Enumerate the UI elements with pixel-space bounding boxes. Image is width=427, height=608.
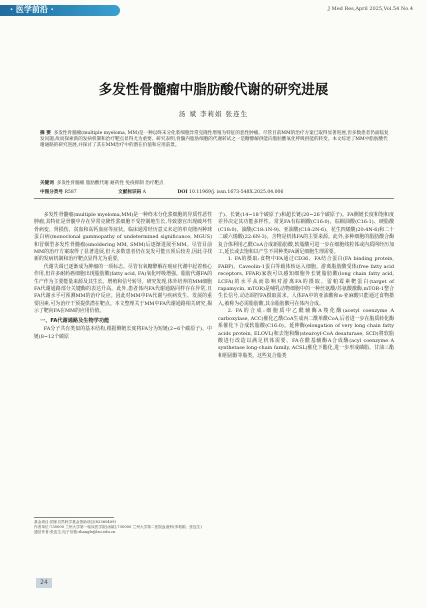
keywords: [40, 180, 392, 186]
paragraph: 多发性骨髓瘤(multiple myeloma,MM)是一种终末分化浆细胞的异质性恶性肿瘤,其特征是骨髓中存在异常克隆性浆细胞不受控制地生长,导致器官出现破坏性骨病变、肾损伤、贫血和高钙血症等症状。临床通常经历意义未定的单克隆丙种球蛋白病(monoclonal gammopathy of undetermined significance, MGUS)和冒烟型多发性骨髓瘤(smoldering MM, SMM)后逐渐进展至MM。尽管目前MM的治疗方案取得了显著进展,但大多数患者仍在复发可能且预后较差,因此寻找新的发病机制和治疗靶点显得尤为重要。: [34, 212, 212, 263]
paragraph: 2. FA的合成:细胞质中乙酰辅酶A羧化酶(acetyl coenzyme A carboxylase, ACC)催化乙酰CoA生成丙二酰单酰CoA,后者进一步在脂质转化酶系催化下合成软脂酸(C16:0)。延伸酶(elongation of very long chain fatty acids protein, ELOVL)和去饱和酶(stearoyl-CoA desaturase, SCD)将软脂酸进行改造以满足机体需要。FA在酰基辅酶A合成酶(acyl coenzyme A synthetase long-chain family, ACSL)催化下酯化,进一步形成磷脂、甘油三酯和胆固醇等脂类。这些复合脂类: [218, 308, 394, 359]
author-list: 汤 斌 李莉娟 张连生: [178, 110, 249, 118]
header-divider: [34, 198, 394, 199]
abstract: [40, 131, 392, 150]
footnote-line: 作者单位:730000 兰州大学第一临床医学院(汤斌);730000 兰州大学第二医院血液科(李莉娟、张连生): [34, 525, 202, 529]
paragraph: 1. FA的摄取:食物中FA通过CD36、FA结合蛋白(FA binding protein, FABP)、Caveolin-1蛋白等载体转运入细胞。游离脂肪酸受体(free fatty acid receptors, FFAR)家族可以感知细胞外长链脂肪酸(long chain fatty acid, LCFA)的水平从而影响对游离FA的摄取。雷帕霉素靶蛋白(target of rapamycin, mTOR)是哺乳动物细胞中的一种丝氨酸/苏氨酸激酶,mTOR-1整合生长信号,动态调控FA摄取需求。人体FA中的亚油酸和α-亚麻酸只能通过食物摄入,被称为必需脂肪酸,其余脂肪酸可在体内合成。: [218, 256, 394, 307]
abstract-text: 多发性骨髓瘤(multiple myeloma, MM)是一种以终末分化浆细胞异常克隆性增殖为特征的恶性肿瘤。尽管目前MM的治疗方案已取得显著进展,但多数患者仍面临复发问题,故而探索新的发病机制和治疗靶点显得尤为重要。研究表明,骨髓内脂肪细胞的代谢转试之一是糖酵解供能向脂肪酸氧化呼吸供能的转变。本文综述了MM中脂肪酸代谢通路的研究进展,并探讨了其在MM治疗中的潜在价值和应用前景。: [40, 131, 389, 149]
doc-label: 文献标识码: [118, 190, 142, 195]
left-column: [34, 212, 212, 341]
footnote-line: 通信作者:张连生,电子信箱:zhangls@lzu.edu.cn: [34, 530, 116, 534]
paragraph: 代谢失调已逐渐成为肿瘤的一项标志。尽管有氧糖酵解在癌症代谢中起着核心作用,但许多耐药癌细胞出现脂肪酸(fatty acid, FA)氧化呼吸增强。脂肪代谢FA的生产作为主要能量来源及其生长、增殖和信号转导。研究发现,体外培养的MM细胞FA代谢通路部分关键酶的表达升高。此外,患者体内FA代谢通路同样存在异常,且FA代谢水平可预测MM的治疗反应。因此对MM中FA代谢与疾病发生、发展的重要因素,可为治疗干预提供潜在靶点。本文整理关于MM中FA代谢通路相关研究,揭示了靶向FA在MM的应用价值。: [34, 263, 212, 315]
keywords-text: 多发性骨髓瘤 脂肪酸代谢 耐药性 免疫抑制 治疗靶点: [56, 181, 164, 186]
doi-label: DOI: [177, 190, 188, 195]
page-number: 24: [36, 578, 52, 588]
journal-header: J Med Res,April 2025,Vol.54 No.4: [327, 6, 413, 12]
paragraph: FA分子共有类似的基本结构,根据侧链长度将FA分为短链(2~6个碳原子)、中链(8~12个碳原: [34, 326, 212, 340]
footnote-line: 基金项目:国家自然科学基金资助项目(82360409): [34, 520, 116, 524]
clc-label: 中图分类号: [40, 190, 63, 195]
article-title: 多发性骨髓瘤中脂肪酸代谢的研究进展: [98, 82, 329, 98]
clc-value: R587: [64, 190, 77, 195]
section-banner: [0, 5, 120, 16]
section-heading: 一、FA代谢通路及生物学功能: [40, 317, 110, 324]
paragraph: 子)、长链(14~18个碳原子)和超长链(20~26个碳原子)。FA侧链长度和饱和度差异决定其功能多样性。常见FA有棕榈酸(C16:0)、棕榈油酸(C16:1)、硬脂酸(C18:0)、油酸(C18:1N-9)、亚油酸(C18:2N-6)、花生四烯酸(20:4N-6)和二十二碳六烯酸(22:6N-3)。含物是机体FA的主要来源。此外,多种细胞的脂肪酸合酶复合体利用乙酰CoA合成新脂肪酸,软脂酸可进一步在细胞线粒体或内质网经历加工,延长或去饱和以产生不同种类FA满足细胞生理需要。: [218, 212, 394, 256]
abstract-label: 摘 要: [40, 131, 51, 136]
doc-value: A: [142, 190, 146, 195]
classification-line: [40, 189, 392, 195]
section-label: · 医学前沿 ·: [10, 5, 54, 14]
footnote: [34, 520, 212, 535]
doi-value: 10.11969/j. issn.1673-548X.2025.04.006: [189, 190, 284, 195]
right-column: [218, 212, 394, 360]
footnote-rule: [34, 517, 114, 518]
keywords-label: 关键词: [40, 181, 54, 186]
